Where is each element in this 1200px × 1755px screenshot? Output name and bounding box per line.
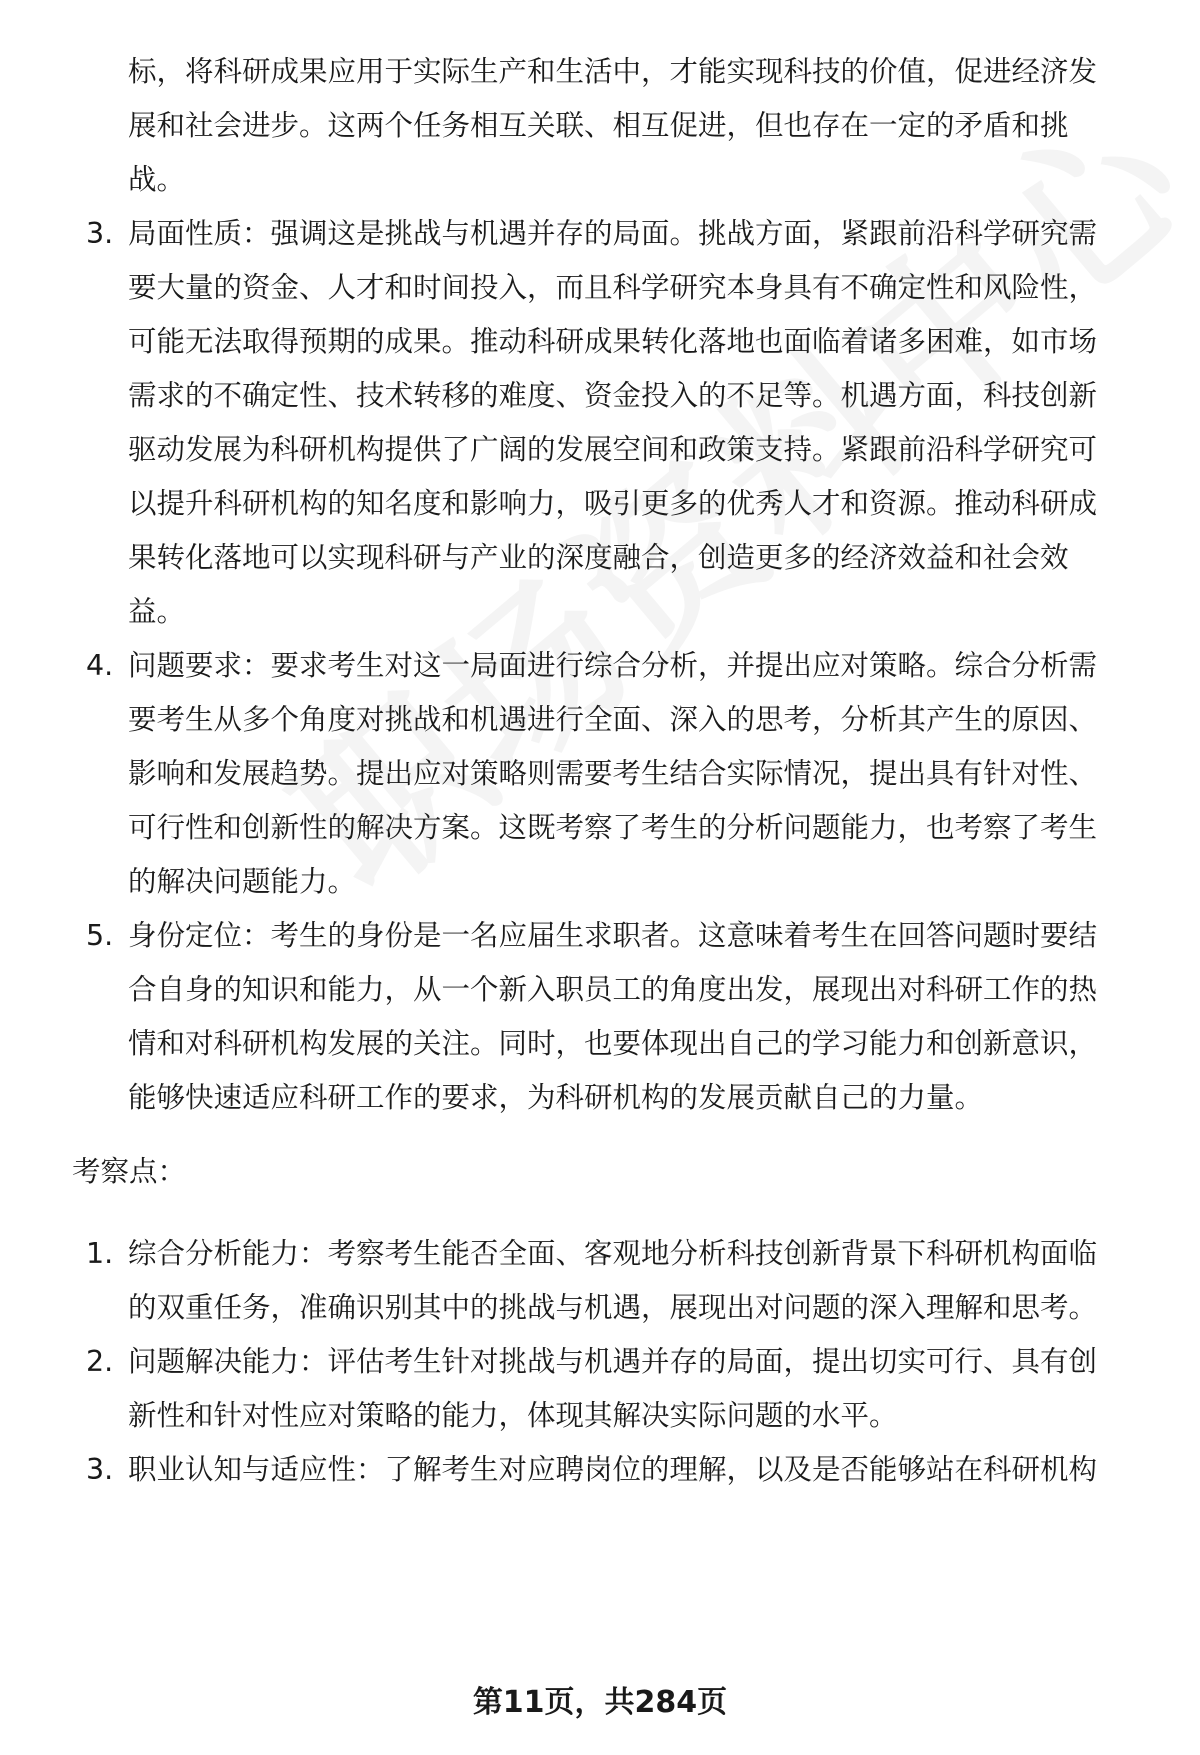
text-line: 果转化落地可以实现科研与产业的深度融合，创造更多的经济效益和社会效 (128, 541, 1069, 574)
text-line: 的解决问题能力。 (128, 865, 357, 898)
text-line: 职业认知与适应性：了解考生对应聘岗位的理解，以及是否能够站在科研机构 (128, 1453, 1098, 1486)
text-line: 益。 (128, 595, 186, 628)
list-number: 1. (86, 1237, 114, 1270)
section-heading: 考察点： (72, 1155, 187, 1188)
text-line: 的双重任务，准确识别其中的挑战与机遇，展现出对问题的深入理解和思考。 (128, 1291, 1098, 1324)
text-line: 局面性质：强调这是挑战与机遇并存的局面。挑战方面，紧跟前沿科学研究需 (128, 217, 1098, 250)
text-line: 展和社会进步。这两个任务相互关联、相互促进，但也存在一定的矛盾和挑 (128, 109, 1069, 142)
text-line: 驱动发展为科研机构提供了广阔的发展空间和政策支持。紧跟前沿科学研究可 (128, 433, 1098, 466)
list-number: 3. (86, 217, 114, 250)
text-line: 标，将科研成果应用于实际生产和生活中，才能实现科技的价值，促进经济发 (128, 55, 1098, 88)
list-number: 2. (86, 1345, 114, 1378)
page-number-footer: 第11页，共284页 (472, 1685, 728, 1720)
text-line: 以提升科研机构的知名度和影响力，吸引更多的优秀人才和资源。推动科研成 (128, 487, 1098, 520)
text-line: 要考生从多个角度对挑战和机遇进行全面、深入的思考，分析其产生的原因、 (128, 703, 1098, 736)
list-number: 5. (86, 919, 114, 952)
text-line: 要大量的资金、人才和时间投入，而且科学研究本身具有不确定性和风险性， (128, 271, 1098, 304)
text-line: 问题解决能力：评估考生针对挑战与机遇并存的局面，提出切实可行、具有创 (128, 1345, 1098, 1378)
text-line: 可行性和创新性的解决方案。这既考察了考生的分析问题能力，也考察了考生 (128, 811, 1098, 844)
text-line: 情和对科研机构发展的关注。同时，也要体现出自己的学习能力和创新意识， (128, 1027, 1098, 1060)
text-line: 影响和发展趋势。提出应对策略则需要考生结合实际情况，提出具有针对性、 (128, 757, 1098, 790)
text-line: 身份定位：考生的身份是一名应届生求职者。这意味着考生在回答问题时要结 (128, 919, 1098, 952)
text-line: 问题要求：要求考生对这一局面进行综合分析，并提出应对策略。综合分析需 (128, 649, 1098, 682)
text-line: 可能无法取得预期的成果。推动科研成果转化落地也面临着诸多困难，如市场 (128, 325, 1098, 358)
text-line: 战。 (128, 163, 186, 196)
text-line: 能够快速适应科研工作的要求，为科研机构的发展贡献自己的力量。 (128, 1081, 984, 1114)
text-line: 需求的不确定性、技术转移的难度、资金投入的不足等。机遇方面，科技创新 (128, 379, 1098, 412)
text-line: 新性和针对性应对策略的能力，体现其解决实际问题的水平。 (128, 1399, 898, 1432)
text-line: 综合分析能力：考察考生能否全面、客观地分析科技创新背景下科研机构面临 (128, 1237, 1098, 1270)
list-number: 4. (86, 649, 114, 682)
list-number: 3. (86, 1453, 114, 1486)
text-line: 合自身的知识和能力，从一个新入职员工的角度出发，展现出对科研工作的热 (128, 973, 1098, 1006)
